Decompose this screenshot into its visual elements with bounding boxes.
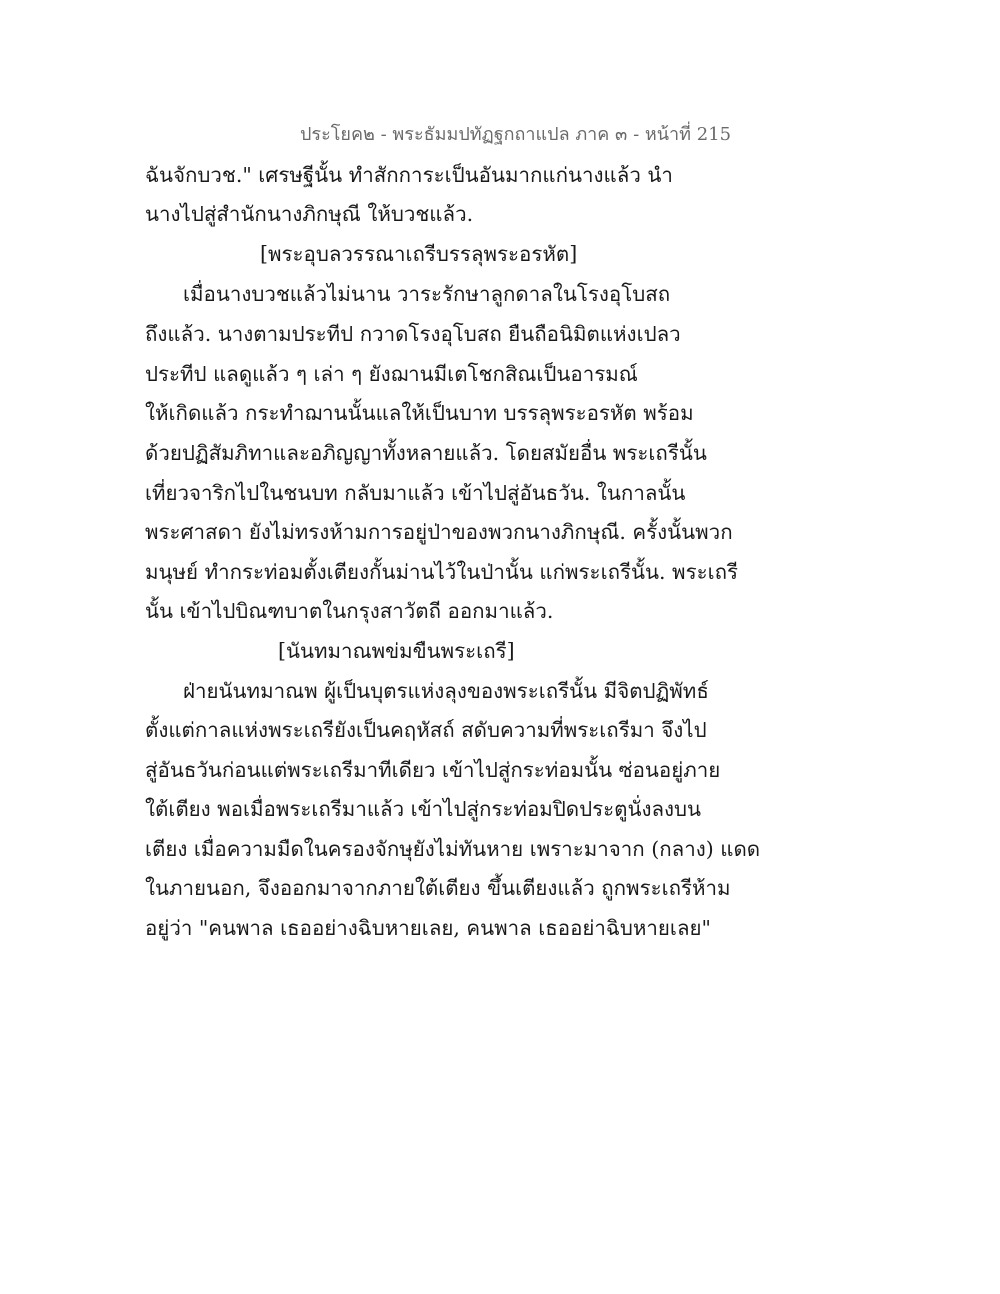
paragraph-line: ตั้งแต่กาลแห่งพระเถรียังเป็นคฤหัสถ์ สดับความที่พระเถรีมา จึงไป bbox=[145, 718, 707, 742]
section-heading: [นันทมาณพข่มขืนพระเถรี] bbox=[278, 639, 515, 663]
paragraph-line: อยู่ว่า "คนพาล เธออย่างฉิบหายเลย, คนพาล เธออย่าฉิบหายเลย" bbox=[145, 916, 711, 940]
page-header: ประโยค๒ - พระธัมมปทัฏฐกถาแปล ภาค ๓ - หน้าที่ 215 bbox=[300, 124, 732, 145]
section-heading: [พระอุบลวรรณาเถรีบรรลุพระอรหัต] bbox=[260, 242, 578, 266]
paragraph-line: ฉันจักบวช." เศรษฐีนั้น ทำสักการะเป็นอันมากแก่นางแล้ว นำ bbox=[145, 163, 673, 187]
paragraph-line: เมื่อนางบวชแล้วไม่นาน วาระรักษาลูกดาลในโรงอุโบสถ bbox=[183, 282, 671, 306]
paragraph-line: ด้วยปฏิสัมภิทาและอภิญญาทั้งหลายแล้ว. โดยสมัยอื่น พระเถรีนั้น bbox=[145, 441, 707, 465]
paragraph-line: สู่อันธวันก่อนแต่พระเถรีมาทีเดียว เข้าไปสู่กระท่อมนั้น ซ่อนอยู่ภาย bbox=[145, 758, 721, 782]
paragraph-line: ประทีป แลดูแล้ว ๆ เล่า ๆ ยังฌานมีเตโชกสิณเป็นอารมณ์ bbox=[145, 362, 638, 386]
paragraph-line: ฝ่ายนันทมาณพ ผู้เป็นบุตรแห่งลุงของพระเถรีนั้น มีจิตปฏิพัทธ์ bbox=[183, 679, 709, 703]
paragraph-line: นั้น เข้าไปบิณฑบาตในกรุงสาวัตถี ออกมาแล้ว. bbox=[145, 599, 554, 623]
paragraph-line: ถึงแล้ว. นางตามประทีป กวาดโรงอุโบสถ ยืนถือนิมิตแห่งเปลว bbox=[145, 322, 681, 346]
paragraph-line: พระศาสดา ยังไม่ทรงห้ามการอยู่ป่าของพวกนางภิกษุณี. ครั้งนั้นพวก bbox=[145, 520, 733, 544]
paragraph-line: นางไปสู่สำนักนางภิกษุณี ให้บวชแล้ว. bbox=[145, 202, 474, 226]
paragraph-line: ในภายนอก, จึงออกมาจากภายใต้เตียง ขึ้นเตียงแล้ว ถูกพระเถรีห้าม bbox=[145, 876, 731, 900]
paragraph-line: เตียง เมื่อความมืดในครองจักษุยังไม่ทันหาย เพราะมาจาก (กลาง) แดด bbox=[145, 837, 761, 861]
paragraph-line: ใต้เตียง พอเมื่อพระเถรีมาแล้ว เข้าไปสู่กระท่อมปิดประตูนั่งลงบน bbox=[145, 797, 702, 821]
paragraph-line: เที่ยวจาริกไปในชนบท กลับมาแล้ว เข้าไปสู่อันธวัน. ในกาลนั้น bbox=[145, 481, 686, 505]
paragraph-line: มนุษย์ ทำกระท่อมตั้งเตียงกั้นม่านไว้ในป่านั้น แก่พระเถรีนั้น. พระเถรี bbox=[145, 560, 739, 584]
paragraph-line: ให้เกิดแล้ว กระทำฌานนั้นแลให้เป็นบาท บรรลุพระอรหัต พร้อม bbox=[145, 401, 694, 425]
